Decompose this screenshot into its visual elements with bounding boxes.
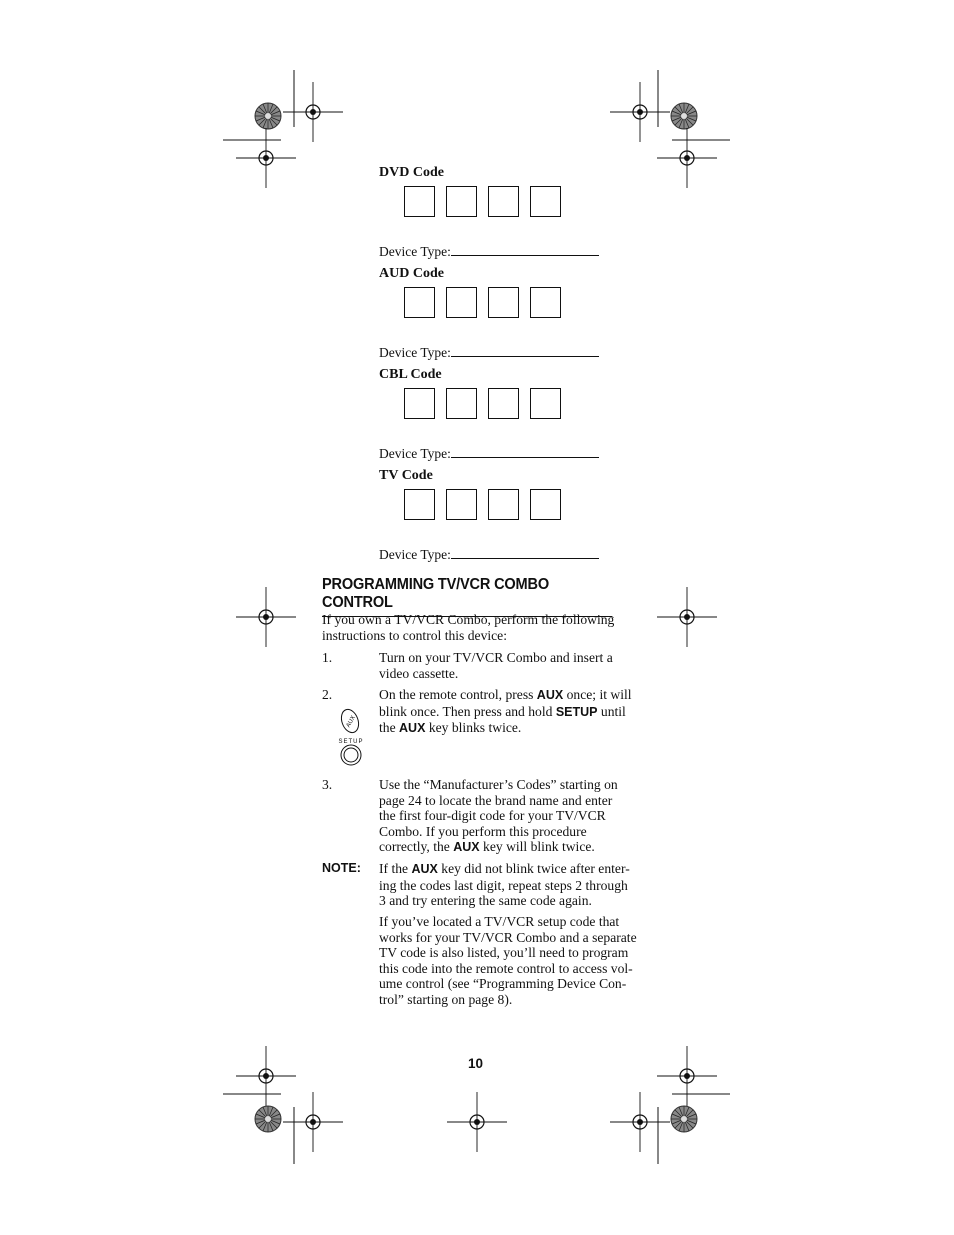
aux-key-ref: AUX [399, 721, 426, 736]
code-digit-box[interactable] [404, 186, 435, 217]
aux-key-ref: AUX [453, 840, 480, 855]
step3-text [379, 777, 618, 856]
code-digit-box[interactable] [488, 186, 519, 217]
aux-key-icon [338, 706, 362, 736]
code-digit-box[interactable] [530, 489, 561, 520]
code-digit-box[interactable] [446, 489, 477, 520]
code-digit-box[interactable] [488, 489, 519, 520]
text-line: trol” starting on page 8). [379, 991, 513, 1007]
code-digit-box[interactable] [530, 388, 561, 419]
text-line: 3 and try entering the same code again. [379, 893, 592, 909]
text-line: On the remote control, press AUX once; it will [379, 687, 632, 702]
code-digit-box[interactable] [530, 287, 561, 318]
cbl-code-title: CBL Code [379, 367, 442, 382]
text-line: instructions to control this device: [322, 627, 507, 643]
aux-key-ref: AUX [411, 862, 438, 876]
text-line: ing the codes last digit, repeat steps 2 through [379, 877, 628, 893]
code-digit-box[interactable] [488, 287, 519, 318]
code-digit-box[interactable] [404, 287, 435, 318]
text-line: Turn on your TV/VCR Combo and insert a [379, 650, 613, 665]
section-heading: PROGRAMMING TV/VCR COMBO CONTROL [322, 576, 612, 617]
code-digit-box[interactable] [404, 489, 435, 520]
note-text [379, 861, 630, 909]
code-digit-box[interactable] [530, 186, 561, 217]
intro-paragraph [322, 612, 614, 643]
text-line: correctly, the AUX key will blink twice. [379, 839, 595, 855]
device-type-label: Device Type: [379, 345, 451, 360]
device-type-label: Device Type: [379, 547, 451, 562]
text-line: the first four-digit code for your TV/VCR [379, 808, 606, 824]
device-type-blank[interactable] [451, 244, 599, 256]
step-number: 3. [322, 777, 333, 792]
step-number: 2. [322, 687, 333, 702]
note-label: NOTE: [322, 861, 361, 875]
code-digit-box[interactable] [488, 388, 519, 419]
code-digit-box[interactable] [404, 388, 435, 419]
dvd-code-title: DVD Code [379, 165, 444, 180]
step-number: 1. [322, 650, 333, 665]
text-line: blink once. Then press and hold SETUP until [379, 703, 626, 719]
setup-key-icon [335, 736, 367, 768]
text-line: this code into the remote control to access vol- [379, 960, 633, 976]
text-line: the AUX key blinks twice. [379, 720, 522, 736]
text-line: If you own a TV/VCR Combo, perform the following [322, 612, 615, 627]
tv-code-title: TV Code [379, 468, 433, 483]
aux-key-icon-label: AUX [345, 714, 357, 729]
text-line: video cassette. [379, 665, 459, 681]
text-line: TV code is also listed, you’ll need to program [379, 945, 629, 961]
code-digit-box[interactable] [446, 287, 477, 318]
step1-text [379, 650, 613, 681]
text-line: works for your TV/VCR Combo and a separate [379, 929, 637, 945]
device-type-blank[interactable] [451, 547, 599, 559]
device-type-label: Device Type: [379, 244, 451, 259]
code-digit-box[interactable] [446, 388, 477, 419]
device-type-blank[interactable] [451, 446, 599, 458]
page-number: 10 [468, 1056, 484, 1071]
device-type-blank[interactable] [451, 345, 599, 357]
aux-key-ref: AUX [536, 688, 564, 702]
text-line: Use the “Manufacturer’s Codes” starting on [379, 777, 618, 792]
note-paragraph-2 [379, 914, 637, 1008]
setup-key-icon-label: SETUP [338, 739, 364, 745]
device-type-label: Device Type: [379, 446, 451, 461]
aud-code-title: AUD Code [379, 266, 444, 281]
text-line: If the AUX key did not blink twice after enter- [379, 861, 630, 876]
setup-key-ref: SETUP [555, 704, 598, 719]
text-line: If you’ve located a TV/VCR setup code that [379, 914, 620, 929]
device-type-field [379, 547, 599, 563]
text-line: page 24 to locate the brand name and enter [379, 792, 613, 808]
text-line: ume control (see “Programming Device Con- [379, 976, 627, 992]
text-line: Combo. If you perform this procedure [379, 823, 587, 839]
device-type-field [379, 244, 599, 260]
step2-text [379, 687, 632, 737]
device-type-field [379, 446, 599, 462]
device-type-field [379, 345, 599, 361]
code-digit-box[interactable] [446, 186, 477, 217]
